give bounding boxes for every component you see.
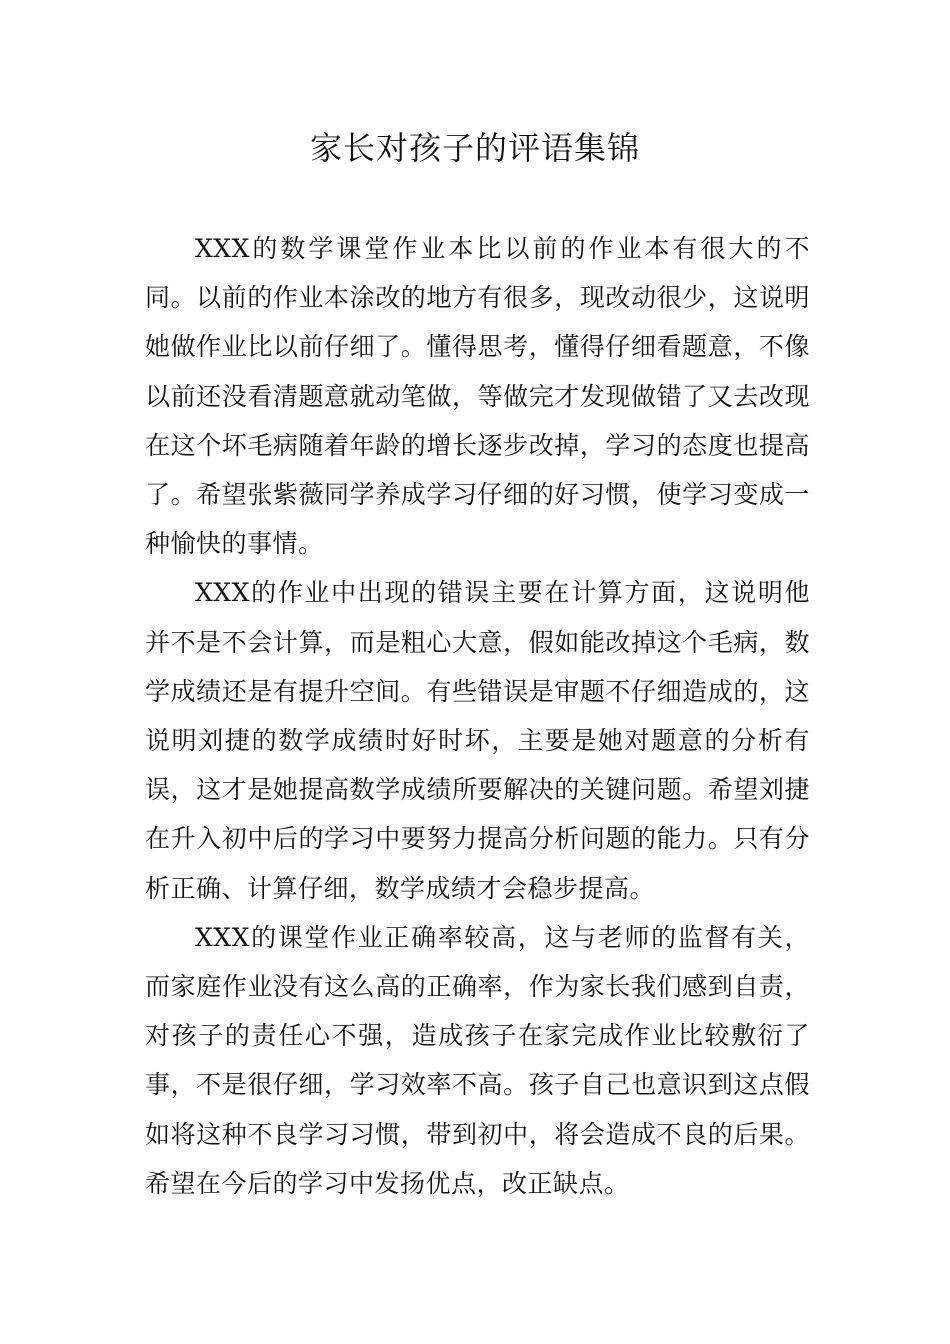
document-title: 家长对孩子的评语集锦 bbox=[309, 129, 640, 167]
document-body bbox=[145, 224, 810, 1208]
paragraph-3: XXX的课堂作业正确率较高，这与老师的监督有关，而家庭作业没有这么高的正确率，作为家长我们感到自责，对孩子的责任心不强，造成孩子在家完成作业比较敷衍了事，不是很仔细，学习效率不高。孩子自己也意识到这点假如将这种不良学习习惯，带到初中，将会造成不良的后果。希望在今后的学习中发扬优点，改正缺点。 bbox=[145, 922, 810, 1198]
paragraph-1: XXX的数学课堂作业本比以前的作业本有很大的不同。以前的作业本涂改的地方有很多，现改动很少，这说明她做作业比以前仔细了。懂得思考，懂得仔细看题意，不像以前还没看清题意就动笔做，等做完才发现做错了又去改现在这个坏毛病随着年龄的增长逐步改掉，学习的态度也提高了。希望张紫薇同学养成学习仔细的好习惯，使学习变成一种愉快的事情。 bbox=[145, 234, 810, 559]
paragraph-2: XXX的作业中出现的错误主要在计算方面，这说明他并不是不会计算，而是粗心大意，假如能改掉这个毛病，数学成绩还是有提升空间。有些错误是审题不仔细造成的，这说明刘捷的数学成绩时好时坏，主要是她对题意的分析有误，这才是她提高数学成绩所要解决的关键问题。希望刘捷在升入初中后的学习中要努力提高分析问题的能力。只有分析正确、计算仔细，数学成绩才会稳步提高。 bbox=[145, 578, 810, 903]
